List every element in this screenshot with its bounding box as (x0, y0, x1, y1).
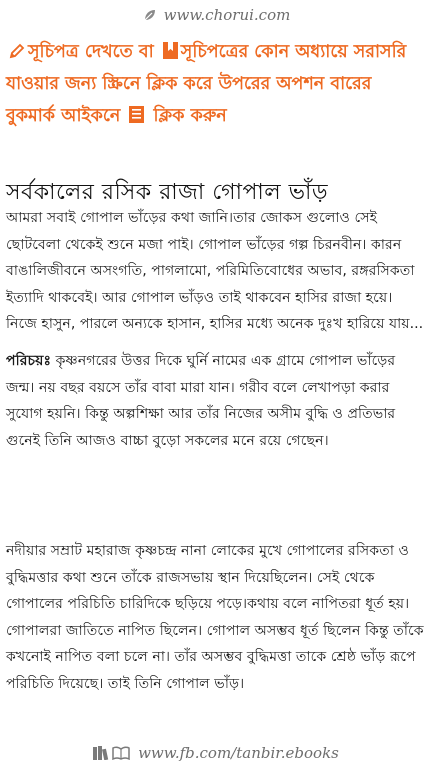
notice-text-3: ক্লিক করুন (153, 106, 227, 126)
site-url[interactable]: www.chorui.com (163, 6, 291, 24)
intro-paragraph: আমরা সবাই গোপাল ভাঁড়ের কথা জানি।তার জোকস গুলোও সেই ছোটবেলা থেকেই শুনে মজা পাই। গোপাল ভাঁড়ের গল্প চিরনবীন। কারন বাঙালিজীবনে অসংগতি, পাগলামো, পরিমিতিবোধের অভাব, রঙ্গরসিকতা ইত্যাদি থাকবেই। আর গোপাল ভাঁড়ও তাই থাকবেন হাসির রাজা হয়ে। নিজে হাসুন, পারলে অন্যকে হাসান, হাসির মধ্যে অনেক দুঃখ হারিয়ে যায়... (6, 210, 424, 333)
list-icon (129, 106, 144, 123)
open-book-icon (112, 746, 130, 760)
notice-text-1: সূচিপত্র দেখতে বা (28, 42, 154, 62)
bookmark-icon (163, 42, 178, 59)
site-header (0, 4, 432, 26)
leaf-logo-icon (142, 7, 158, 23)
introduction-body: কৃষ্ণনগরের উত্তর দিকে ঘুর্নি নামের এক গ্রামে গোপাল ভাঁড়ের জন্ম। নয় বছর বয়সে তাঁর বাবা মারা যান। গরীব বলে লেখাপড়া করার সুযোগ হয়নি। কিন্তু অল্পশিক্ষা আর তাঁর নিজের অসীম বুদ্ধি ও প্রতিভার গুনেই তিনি আজও বাচ্চা বুড়ো সকলের মনে রয়ে গেছেন। (6, 353, 396, 449)
pencil-icon (9, 43, 25, 59)
introduction-paragraph (6, 348, 426, 454)
facebook-link[interactable]: www.fb.com/tanbir.ebooks (138, 744, 339, 762)
introduction-label: পরিচয়ঃ (6, 353, 52, 369)
notice-text-2: সূচিপত্রের কোন অধ্যায়ে সরাসরি যাওয়ার জন্য স্ক্রিনে ক্লিক করে উপরের অপশন বারের বুকমার্ক আইকনে (6, 42, 407, 126)
article-title: সর্বকালের রসিক রাজা গোপাল ভাঁড় (6, 180, 329, 205)
books-icon (93, 746, 109, 760)
bookmark-notice (6, 36, 426, 132)
site-footer (0, 742, 432, 764)
court-paragraph: নদীয়ার সম্রাট মহারাজ কৃষ্ণচন্দ্র নানা লোকের মুখে গোপালের রসিকতা ও বুদ্ধিমত্তার কথা শুনে তাঁকে রাজসভায় স্থান দিয়েছিলেন। সেই থেকে গোপালের পরিচিতি চারিদিকে ছড়িয়ে পড়ে।কথায় বলে নাপিতরা ধূর্ত হয়। গোপালরা জাতিতে নাপিত ছিলেন। গোপাল অসম্ভব ধূর্ত ছিলেন কিন্তু তাঁকে কখনোই নাপিত বলা চলে না। তাঁর অসম্ভব বুদ্ধিমত্তা তাকে শ্রেষ্ঠ ভাঁড় রূপে পরিচিতি দিয়েছে। তাই তিনি গোপাল ভাঁড়। (6, 543, 424, 692)
